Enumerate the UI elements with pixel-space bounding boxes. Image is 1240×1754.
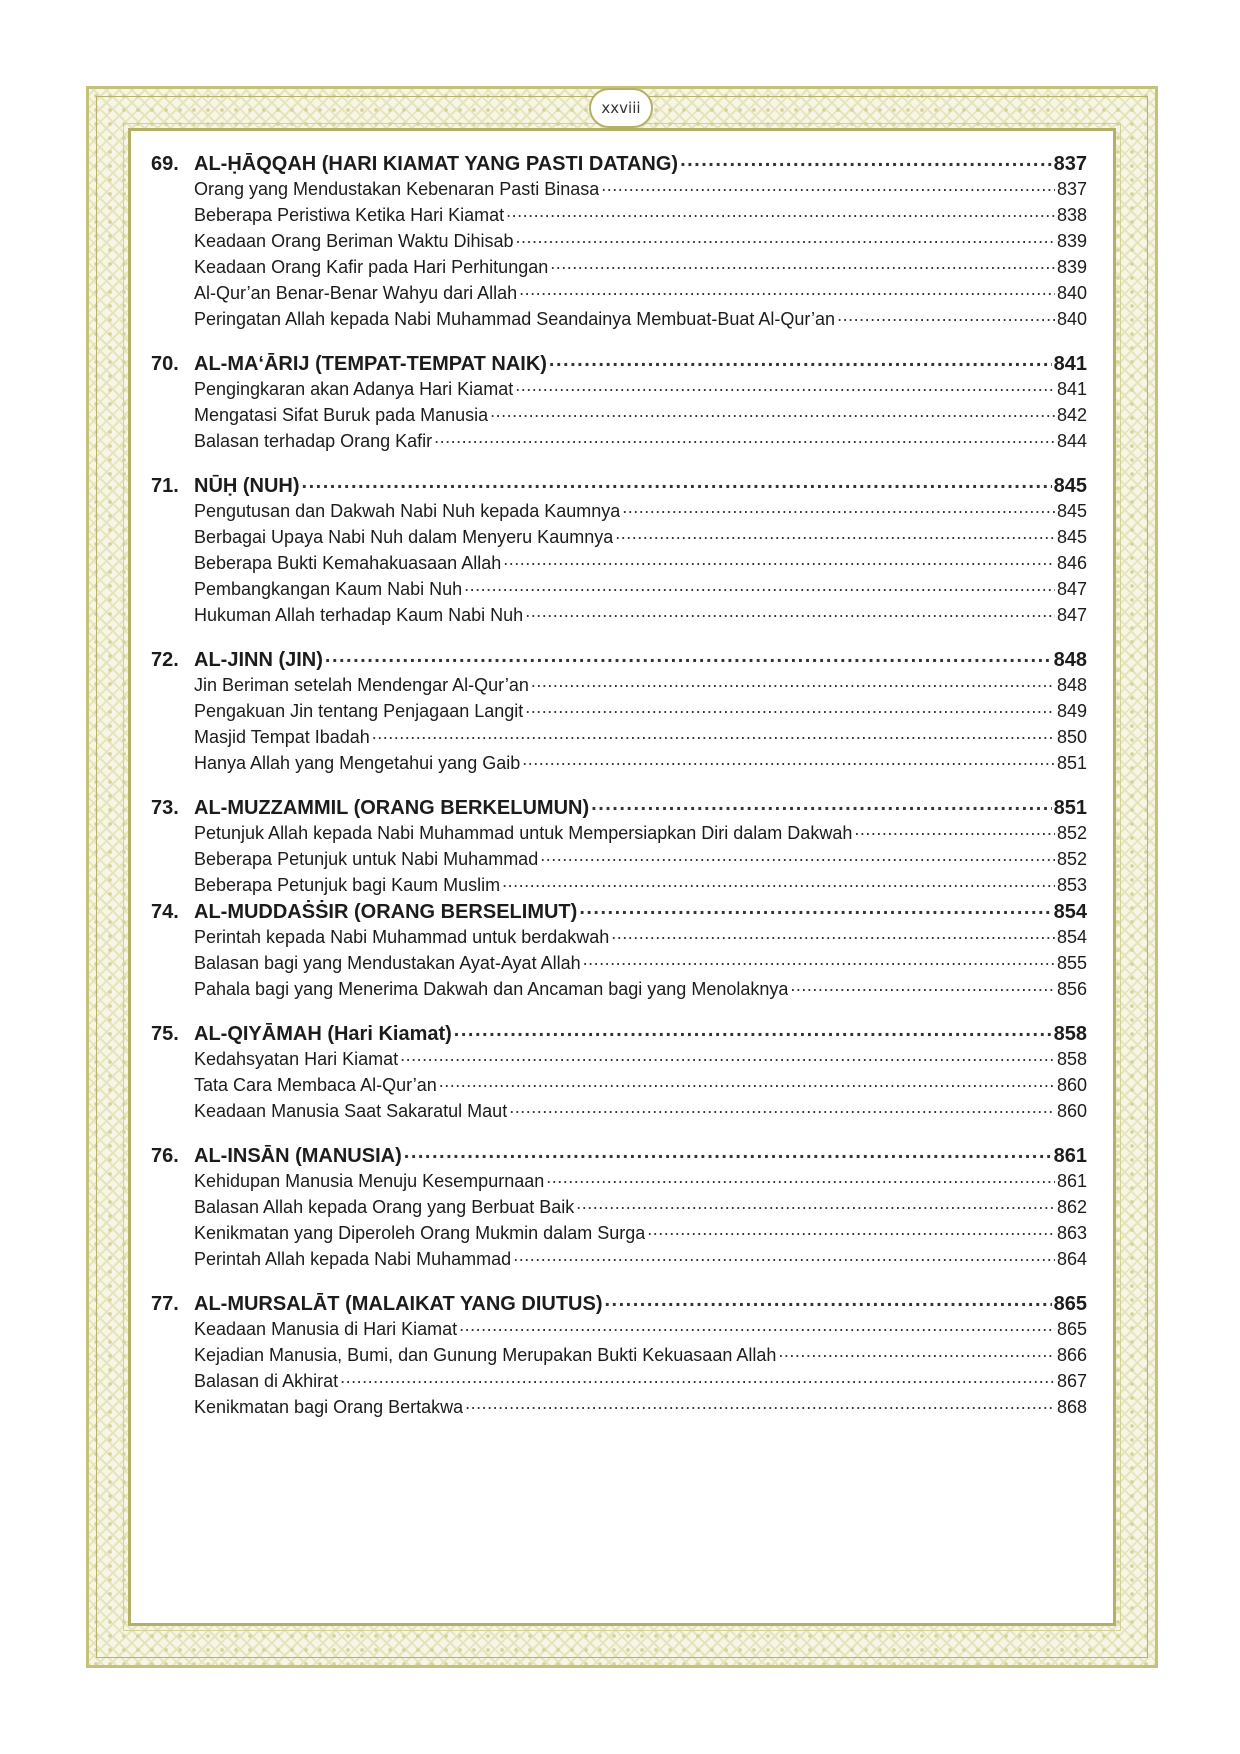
dot-leader [591, 794, 1051, 814]
page-number: xxviii [589, 88, 653, 128]
dot-leader [506, 203, 1055, 221]
toc-chapter-heading[interactable] [151, 794, 1087, 820]
toc-entry[interactable] [151, 672, 1087, 698]
dot-leader [790, 977, 1055, 995]
dot-leader [464, 577, 1055, 595]
chapter-title: AL-MA‘ĀRIJ (TEMPAT-TEMPAT NAIK) [194, 353, 547, 375]
dot-leader [550, 255, 1055, 273]
chapter-page-number: 845 [1053, 475, 1087, 497]
toc-entry[interactable] [151, 724, 1087, 750]
chapter-page-number: 851 [1053, 797, 1087, 819]
entry-page-number: 837 [1056, 179, 1087, 199]
dot-leader [854, 821, 1055, 839]
chapter-title: AL-JINN (JIN) [194, 649, 323, 671]
toc-entry[interactable] [151, 950, 1087, 976]
entry-page-number: 844 [1056, 431, 1087, 451]
chapter-number: 76. [151, 1145, 179, 1167]
dot-leader [439, 1073, 1055, 1091]
toc-chapter [151, 150, 1087, 332]
toc-entry[interactable] [151, 1246, 1087, 1272]
entry-title: Beberapa Petunjuk untuk Nabi Muhammad [194, 849, 539, 869]
chapter-number: 75. [151, 1023, 179, 1045]
dot-leader [454, 1020, 1052, 1040]
entry-page-number: 862 [1056, 1197, 1087, 1217]
entry-title: Orang yang Mendustakan Kebenaran Pasti Binasa [194, 179, 600, 199]
entry-page-number: 838 [1056, 205, 1087, 225]
entry-page-number: 861 [1056, 1171, 1087, 1191]
entry-title: Pembangkangan Kaum Nabi Nuh [194, 579, 463, 599]
entry-page-number: 865 [1056, 1319, 1087, 1339]
toc-entry[interactable] [151, 820, 1087, 846]
toc-entry[interactable] [151, 376, 1087, 402]
chapter-page-number: 861 [1053, 1145, 1087, 1167]
dot-leader [519, 281, 1055, 299]
chapter-title: AL-MURSALĀT (MALAIKAT YANG DIUTUS) [194, 1293, 603, 1315]
chapter-page-number: 841 [1053, 353, 1087, 375]
entry-title: Keadaan Manusia di Hari Kiamat [194, 1319, 458, 1339]
toc-entry[interactable] [151, 1168, 1087, 1194]
toc-entry[interactable] [151, 280, 1087, 306]
dot-leader [680, 150, 1052, 170]
entry-title: Kenikmatan bagi Orang Bertakwa [194, 1397, 464, 1417]
chapter-page-number: 837 [1053, 153, 1087, 175]
toc-chapter-heading[interactable] [151, 150, 1087, 176]
toc-entry[interactable] [151, 1394, 1087, 1420]
entry-page-number: 864 [1056, 1249, 1087, 1269]
entry-title: Berbagai Upaya Nabi Nuh dalam Menyeru Kaumnya [194, 527, 614, 547]
entry-page-number: 845 [1056, 501, 1087, 521]
entry-page-number: 867 [1056, 1371, 1087, 1391]
entry-title: Beberapa Peristiwa Ketika Hari Kiamat [194, 205, 505, 225]
entry-page-number: 845 [1056, 527, 1087, 547]
entry-title: Pengakuan Jin tentang Penjagaan Langit [194, 701, 524, 721]
entry-title: Beberapa Petunjuk bagi Kaum Muslim [194, 875, 501, 895]
chapter-title: NŪḤ (NUH) [194, 475, 300, 497]
entry-title: Jin Beriman setelah Mendengar Al-Qur’an [194, 675, 529, 695]
toc-chapter-heading[interactable] [151, 1020, 1087, 1046]
entry-title: Balasan bagi yang Mendustakan Ayat-Ayat Allah [194, 953, 581, 973]
entry-title: Keadaan Manusia Saat Sakaratul Maut [194, 1101, 508, 1121]
dot-leader [522, 751, 1055, 769]
toc-entry[interactable] [151, 1098, 1087, 1124]
toc-entry[interactable] [151, 1194, 1087, 1220]
dot-leader [549, 350, 1052, 370]
dot-leader [546, 1169, 1055, 1187]
toc-entry[interactable] [151, 1220, 1087, 1246]
chapter-number: 69. [151, 153, 179, 175]
dot-leader [503, 551, 1055, 569]
chapter-title: AL-ḤĀQQAH (HARI KIAMAT YANG PASTI DATANG) [194, 153, 679, 175]
toc-entry[interactable] [151, 698, 1087, 724]
entry-title: Masjid Tempat Ibadah [194, 727, 370, 747]
entry-title: Pahala bagi yang Menerima Dakwah dan Ancaman bagi yang Menolaknya [194, 979, 789, 999]
entry-title: Al-Qur’an Benar-Benar Wahyu dari Allah [194, 283, 518, 303]
toc-chapter [151, 350, 1087, 454]
dot-leader [400, 1047, 1055, 1065]
table-of-contents [151, 150, 1087, 1438]
entry-title: Peringatan Allah kepada Nabi Muhammad Seandainya Membuat-Buat Al-Qur’an [194, 309, 836, 329]
dot-leader [605, 1290, 1052, 1310]
entry-page-number: 860 [1056, 1075, 1087, 1095]
dot-leader [459, 1317, 1055, 1335]
toc-entry[interactable] [151, 228, 1087, 254]
chapter-number: 70. [151, 353, 179, 375]
dot-leader [647, 1221, 1055, 1239]
dot-leader [601, 177, 1055, 195]
toc-entry[interactable] [151, 1316, 1087, 1342]
dot-leader [509, 1099, 1055, 1117]
toc-entry[interactable] [151, 1072, 1087, 1098]
toc-chapter-heading[interactable] [151, 1142, 1087, 1168]
chapter-page-number: 854 [1053, 901, 1087, 923]
toc-entry[interactable] [151, 750, 1087, 776]
dot-leader [516, 229, 1055, 247]
chapter-title: AL-MUDDAṠṠIR (ORANG BERSELIMUT) [194, 901, 578, 923]
entry-page-number: 854 [1056, 927, 1087, 947]
dot-leader [325, 646, 1052, 666]
toc-entry[interactable] [151, 550, 1087, 576]
entry-page-number: 846 [1056, 553, 1087, 573]
chapter-number: 73. [151, 797, 179, 819]
entry-page-number: 853 [1056, 875, 1087, 895]
entry-title: Pengutusan dan Dakwah Nabi Nuh kepada Kaumnya [194, 501, 621, 521]
dot-leader [340, 1369, 1055, 1387]
toc-chapter [151, 898, 1087, 1002]
dot-leader [515, 377, 1055, 395]
toc-chapter [151, 472, 1087, 628]
entry-title: Kejadian Manusia, Bumi, dan Gunung Merupakan Bukti Kekuasaan Allah [194, 1345, 777, 1365]
entry-page-number: 840 [1056, 309, 1087, 329]
toc-chapter [151, 1290, 1087, 1420]
entry-page-number: 840 [1056, 283, 1087, 303]
dot-leader [622, 499, 1055, 517]
toc-entry[interactable] [151, 602, 1087, 628]
entry-page-number: 839 [1056, 257, 1087, 277]
entry-page-number: 851 [1056, 753, 1087, 773]
toc-chapter-heading[interactable] [151, 350, 1087, 376]
chapter-number: 71. [151, 475, 179, 497]
entry-page-number: 868 [1056, 1397, 1087, 1417]
toc-entry[interactable] [151, 1342, 1087, 1368]
dot-leader [583, 951, 1055, 969]
entry-title: Beberapa Bukti Kemahakuasaan Allah [194, 553, 502, 573]
entry-title: Keadaan Orang Kafir pada Hari Perhitungan [194, 257, 549, 277]
toc-chapter [151, 646, 1087, 776]
dot-leader [615, 525, 1055, 543]
entry-page-number: 841 [1056, 379, 1087, 399]
entry-title: Perintah kepada Nabi Muhammad untuk berdakwah [194, 927, 610, 947]
toc-entry[interactable] [151, 428, 1087, 454]
entry-page-number: 863 [1056, 1223, 1087, 1243]
entry-page-number: 866 [1056, 1345, 1087, 1365]
toc-chapter-heading[interactable] [151, 898, 1087, 924]
dot-leader [611, 925, 1055, 943]
dot-leader [434, 429, 1055, 447]
chapter-page-number: 858 [1053, 1023, 1087, 1045]
dot-leader [490, 403, 1055, 421]
entry-page-number: 855 [1056, 953, 1087, 973]
dot-leader [302, 472, 1052, 492]
chapter-number: 72. [151, 649, 179, 671]
entry-page-number: 852 [1056, 823, 1087, 843]
toc-chapter-heading[interactable] [151, 646, 1087, 672]
chapter-page-number: 848 [1053, 649, 1087, 671]
dot-leader [540, 847, 1055, 865]
toc-entry[interactable] [151, 976, 1087, 1002]
entry-title: Hukuman Allah terhadap Kaum Nabi Nuh [194, 605, 524, 625]
entry-page-number: 850 [1056, 727, 1087, 747]
entry-title: Keadaan Orang Beriman Waktu Dihisab [194, 231, 514, 251]
chapter-title: AL-QIYĀMAH (Hari Kiamat) [194, 1023, 452, 1045]
chapter-title: AL-INSĀN (MANUSIA) [194, 1145, 402, 1167]
entry-title: Mengatasi Sifat Buruk pada Manusia [194, 405, 489, 425]
entry-title: Balasan di Akhirat [194, 1371, 339, 1391]
entry-title: Kenikmatan yang Diperoleh Orang Mukmin dalam Surga [194, 1223, 646, 1243]
entry-page-number: 848 [1056, 675, 1087, 695]
entry-title: Hanya Allah yang Mengetahui yang Gaib [194, 753, 521, 773]
toc-entry[interactable] [151, 924, 1087, 950]
entry-page-number: 856 [1056, 979, 1087, 999]
toc-entry[interactable] [151, 498, 1087, 524]
toc-entry[interactable] [151, 846, 1087, 872]
entry-title: Perintah Allah kepada Nabi Muhammad [194, 1249, 512, 1269]
dot-leader [372, 725, 1055, 743]
toc-chapter [151, 794, 1087, 898]
entry-page-number: 839 [1056, 231, 1087, 251]
dot-leader [778, 1343, 1055, 1361]
toc-chapter-heading[interactable] [151, 472, 1087, 498]
toc-entry[interactable] [151, 202, 1087, 228]
entry-title: Petunjuk Allah kepada Nabi Muhammad untuk Mempersiapkan Diri dalam Dakwah [194, 823, 853, 843]
chapter-page-number: 865 [1053, 1293, 1087, 1315]
entry-title: Kehidupan Manusia Menuju Kesempurnaan [194, 1171, 545, 1191]
toc-entry[interactable] [151, 524, 1087, 550]
dot-leader [513, 1247, 1055, 1265]
dot-leader [525, 603, 1055, 621]
entry-title: Kedahsyatan Hari Kiamat [194, 1049, 399, 1069]
entry-page-number: 860 [1056, 1101, 1087, 1121]
dot-leader [502, 873, 1055, 891]
chapter-title: AL-MUZZAMMIL (ORANG BERKELUMUN) [194, 797, 590, 819]
entry-page-number: 847 [1056, 579, 1087, 599]
entry-title: Balasan Allah kepada Orang yang Berbuat Baik [194, 1197, 575, 1217]
chapter-number: 74. [151, 901, 179, 923]
toc-entry[interactable] [151, 1046, 1087, 1072]
entry-title: Balasan terhadap Orang Kafir [194, 431, 433, 451]
toc-entry[interactable] [151, 176, 1087, 202]
toc-chapter [151, 1142, 1087, 1272]
dot-leader [576, 1195, 1055, 1213]
chapter-number: 77. [151, 1293, 179, 1315]
entry-page-number: 847 [1056, 605, 1087, 625]
dot-leader [404, 1142, 1052, 1162]
toc-entry[interactable] [151, 254, 1087, 280]
toc-entry[interactable] [151, 402, 1087, 428]
entry-page-number: 858 [1056, 1049, 1087, 1069]
toc-entry[interactable] [151, 1368, 1087, 1394]
dot-leader [837, 307, 1055, 325]
dot-leader [465, 1395, 1055, 1413]
entry-page-number: 852 [1056, 849, 1087, 869]
dot-leader [525, 699, 1055, 717]
entry-title: Pengingkaran akan Adanya Hari Kiamat [194, 379, 514, 399]
dot-leader [531, 673, 1055, 691]
dot-leader [579, 898, 1051, 918]
toc-entry[interactable] [151, 576, 1087, 602]
toc-chapter [151, 1020, 1087, 1124]
entry-page-number: 842 [1056, 405, 1087, 425]
entry-title: Tata Cara Membaca Al-Qur’an [194, 1075, 437, 1095]
toc-entry[interactable] [151, 306, 1087, 332]
entry-page-number: 849 [1056, 701, 1087, 721]
toc-entry[interactable] [151, 872, 1087, 898]
toc-chapter-heading[interactable] [151, 1290, 1087, 1316]
